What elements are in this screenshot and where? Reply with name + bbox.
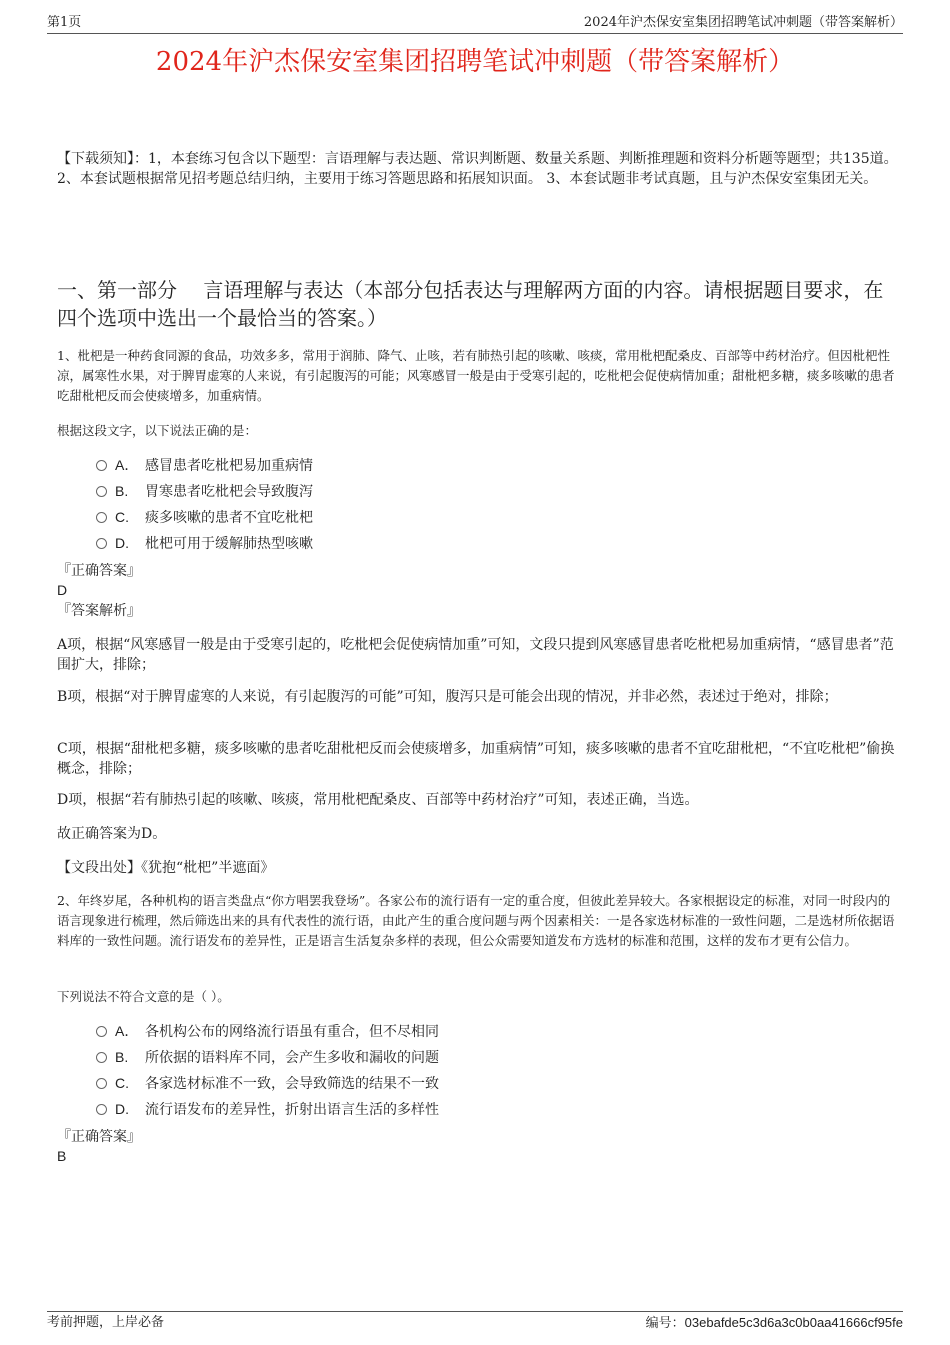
option-text: 流行语发布的差异性，折射出语言生活的多样性 <box>145 1102 439 1118</box>
option-text: 胃寒患者吃枇杷会导致腹泻 <box>145 484 313 500</box>
option-text: 各家选材标准不一致，会导致筛选的结果不一致 <box>145 1076 439 1092</box>
question-2-option-a[interactable] <box>96 1021 439 1042</box>
radio-icon[interactable] <box>96 1026 107 1037</box>
question-2-prompt: 下列说法不符合文意的是（ ）。 <box>57 989 230 1004</box>
option-letter: C. <box>115 1075 129 1091</box>
question-1-analysis-b: B项，根据“对于脾胃虚寒的人来说，有引起腹泻的可能”可知，腹泻只是可能会出现的情况，并非必然，表述过于绝对，排除； <box>57 689 838 705</box>
radio-icon[interactable] <box>96 538 107 549</box>
question-1-source: 【文段出处】《犹抱“枇杷”半遮面》 <box>57 860 275 876</box>
radio-icon[interactable] <box>96 486 107 497</box>
question-1-conclusion: 故正确答案为D。 <box>57 826 167 842</box>
page-footer <box>47 1311 903 1332</box>
footer-code-label: 编号： <box>645 1316 685 1331</box>
option-text: 感冒患者吃枇杷易加重病情 <box>145 458 313 474</box>
footer-slogan: 考前押题，上岸必备 <box>47 1315 165 1330</box>
question-2-answer-label: 『正确答案』 <box>57 1129 141 1145</box>
radio-icon[interactable] <box>96 1052 107 1063</box>
footer-code-value: 03ebafde5c3d6a3c0b0aa41666cf95fe <box>684 1315 903 1330</box>
question-1-analysis-a: A项，根据“风寒感冒一般是由于受寒引起的，吃枇杷会促使病情加重”可知，文段只提到风寒感冒患者吃枇杷易加重病情，“感冒患者”范围扩大，排除； <box>57 637 894 673</box>
question-1-analysis-d: D项，根据“若有肺热引起的咳嗽、咳痰，常用枇杷配桑皮、百部等中药材治疗”可知，表述正确，当选。 <box>57 792 699 808</box>
option-letter: B. <box>115 483 129 499</box>
question-1-answer-label: 『正确答案』 <box>57 563 141 579</box>
option-letter: D. <box>115 535 129 551</box>
question-2-stem: 2、年终岁尾，各种机构的语言类盘点“你方唱罢我登场”。各家公布的流行语有一定的重合度，但彼此差异较大。各家根据设定的标准，对同一时段内的语言现象进行梳理，然后筛选出来的具有代表性的流行语，由此产生的重合度问题与两个因素相关：一是各家选材标准的一致性问题，二是选材所依据语料库的一致性问题。流行语发布的差异性，正是语言生活复杂多样的表现，但公众需要知道发布方选材的标准和范围，这样的发布才更有公信力。 <box>57 893 895 948</box>
section-title: 一、第一部分 言语理解与表达（本部分包括表达与理解两方面的内容。请根据题目要求，在四个选项中选出一个最恰当的答案。） <box>57 278 884 330</box>
question-2-option-c[interactable] <box>96 1073 439 1094</box>
page-title: 2024年沪杰保安室集团招聘笔试冲刺题（带答案解析） <box>155 47 795 77</box>
option-letter: C. <box>115 509 129 525</box>
page-header <box>47 13 903 34</box>
question-1-option-c[interactable] <box>96 507 313 528</box>
question-1-prompt: 根据这段文字，以下说法正确的是： <box>57 423 258 438</box>
footer-code <box>646 1313 903 1334</box>
radio-icon[interactable] <box>96 460 107 471</box>
question-1-option-d[interactable] <box>96 533 313 554</box>
option-text: 痰多咳嗽的患者不宜吃枇杷 <box>145 510 313 526</box>
header-doc-title: 2024年沪杰保安室集团招聘笔试冲刺题（带答案解析） <box>583 15 903 30</box>
question-1-analysis-label: 『答案解析』 <box>57 603 141 619</box>
radio-icon[interactable] <box>96 1078 107 1089</box>
option-text: 所依据的语料库不同，会产生多收和漏收的问题 <box>145 1050 439 1066</box>
option-letter: A． <box>115 1023 139 1039</box>
option-text: 枇杷可用于缓解肺热型咳嗽 <box>145 536 313 552</box>
question-1-option-a[interactable] <box>96 455 313 476</box>
question-1-stem: 1、枇杷是一种药食同源的食品，功效多多，常用于润肺、降气、止咳，若有肺热引起的咳嗽、咳痰，常用枇杷配桑皮、百部等中药材治疗。但因枇杷性凉，属寒性水果，对于脾胃虚寒的人来说，有引起腹泻的可能；风寒感冒一般是由于受寒引起的，吃枇杷会促使病情加重；甜枇杷多糖，痰多咳嗽的患者吃甜枇杷反而会使痰增多，加重病情。 <box>57 348 895 403</box>
question-1-analysis-c: C项，根据“甜枇杷多糖，痰多咳嗽的患者吃甜枇杷反而会使痰增多，加重病情”可知，痰多咳嗽的患者不宜吃甜枇杷，“不宜吃枇杷”偷换概念，排除； <box>57 741 895 777</box>
radio-icon[interactable] <box>96 512 107 523</box>
question-2-option-b[interactable] <box>96 1047 439 1068</box>
question-1-option-b[interactable] <box>96 481 313 502</box>
radio-icon[interactable] <box>96 1104 107 1115</box>
option-letter: A． <box>115 457 139 473</box>
question-2-option-d[interactable] <box>96 1099 439 1120</box>
option-text: 各机构公布的网络流行语虽有重合，但不尽相同 <box>145 1024 439 1040</box>
question-1-answer: D <box>57 582 68 598</box>
download-notice: 【下载须知】：1，本套练习包含以下题型：言语理解与表达题、常识判断题、数量关系题、判断推理题和资料分析题等题型；共135道。 2、本套试题根据常见招考题总结归纳，主要用于练习答题思路和拓展知识面。 3、本套试题非考试真题，且与沪杰保安室集团无关。 <box>57 151 898 187</box>
page-number: 第1页 <box>47 15 82 30</box>
question-2-answer: B <box>57 1148 67 1164</box>
option-letter: B. <box>115 1049 129 1065</box>
option-letter: D. <box>115 1101 129 1117</box>
